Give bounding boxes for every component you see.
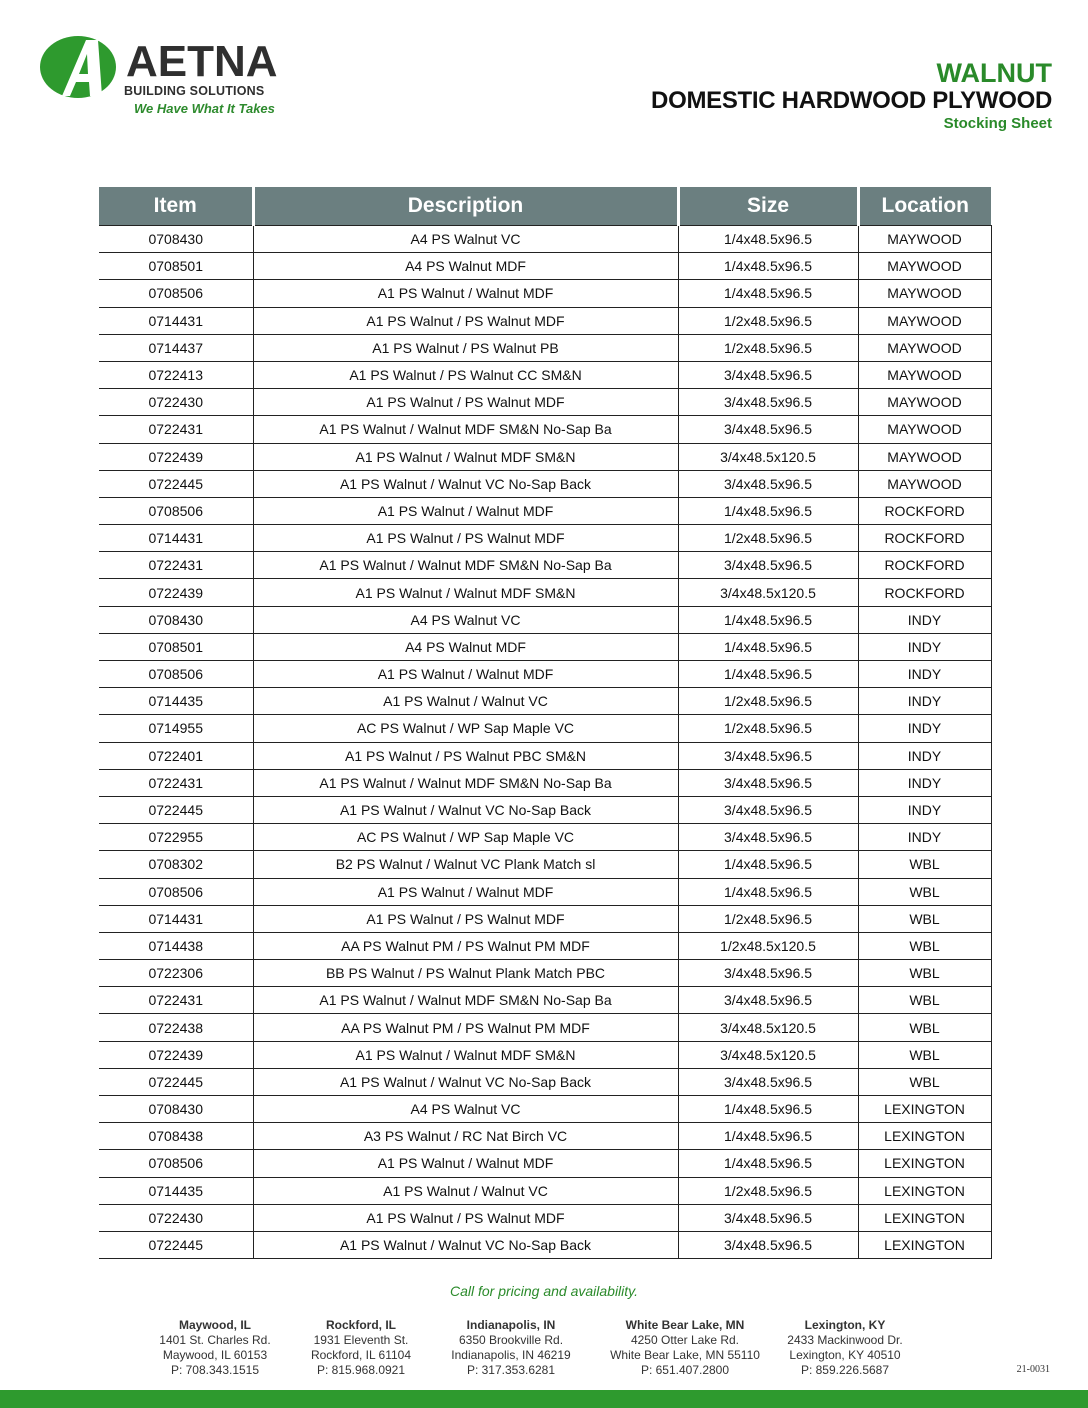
table-row — [99, 1041, 991, 1068]
cell-item: 0722438 — [99, 1014, 253, 1041]
table-row — [99, 987, 991, 1014]
cell-size: 1/2x48.5x96.5 — [678, 688, 858, 715]
cell-location: WBL — [858, 878, 991, 905]
table-row — [99, 497, 991, 524]
cell-item: 0714437 — [99, 334, 253, 361]
cell-location: ROCKFORD — [858, 497, 991, 524]
cell-size: 3/4x48.5x120.5 — [678, 1014, 858, 1041]
cell-description: A4 PS Walnut VC — [253, 606, 678, 633]
table-row — [99, 416, 991, 443]
cell-location: MAYWOOD — [858, 443, 991, 470]
location-name: Indianapolis, IN — [466, 1318, 556, 1332]
table-row — [99, 1204, 991, 1231]
cell-size: 1/4x48.5x96.5 — [678, 226, 858, 253]
cell-description: A1 PS Walnut / PS Walnut MDF — [253, 389, 678, 416]
cell-item: 0708501 — [99, 633, 253, 660]
cell-size: 1/4x48.5x96.5 — [678, 661, 858, 688]
cell-size: 3/4x48.5x96.5 — [678, 361, 858, 388]
company-logo — [40, 34, 290, 124]
table-row — [99, 1231, 991, 1258]
cell-location: ROCKFORD — [858, 552, 991, 579]
cell-size: 3/4x48.5x96.5 — [678, 960, 858, 987]
cell-description: A1 PS Walnut / Walnut MDF — [253, 878, 678, 905]
cell-description: AC PS Walnut / WP Sap Maple VC — [253, 715, 678, 742]
cell-item: 0722431 — [99, 416, 253, 443]
location-name: Maywood, IL — [179, 1318, 251, 1332]
cell-description: A1 PS Walnut / Walnut VC No-Sap Back — [253, 1231, 678, 1258]
cell-item: 0708506 — [99, 661, 253, 688]
cell-size: 3/4x48.5x96.5 — [678, 416, 858, 443]
cell-item: 0722439 — [99, 1041, 253, 1068]
cell-item: 0722439 — [99, 579, 253, 606]
table-row — [99, 525, 991, 552]
cell-size: 3/4x48.5x96.5 — [678, 1068, 858, 1095]
table-row — [99, 633, 991, 660]
table-row — [99, 824, 991, 851]
location-rockford — [290, 1318, 432, 1378]
document-number: 21-0031 — [1016, 1364, 1050, 1375]
brand-tagline: We Have What It Takes — [134, 101, 275, 116]
cell-location: MAYWOOD — [858, 280, 991, 307]
cell-size: 1/2x48.5x96.5 — [678, 1177, 858, 1204]
table-row — [99, 443, 991, 470]
cell-item: 0722430 — [99, 389, 253, 416]
cell-description: A1 PS Walnut / Walnut MDF — [253, 280, 678, 307]
cell-item: 0722431 — [99, 552, 253, 579]
cell-item: 0722413 — [99, 361, 253, 388]
cell-item: 0722445 — [99, 470, 253, 497]
location-street: 6350 Brookville Rd. — [458, 1333, 564, 1347]
location-lexington — [770, 1318, 920, 1378]
location-phone: P: 651.407.2800 — [640, 1363, 730, 1377]
cell-description: A1 PS Walnut / PS Walnut MDF — [253, 525, 678, 552]
cell-size: 3/4x48.5x120.5 — [678, 443, 858, 470]
footer-bar — [0, 1390, 1088, 1408]
cell-location: MAYWOOD — [858, 307, 991, 334]
cell-description: A1 PS Walnut / PS Walnut PB — [253, 334, 678, 361]
cell-item: 0714955 — [99, 715, 253, 742]
table-row — [99, 960, 991, 987]
location-city: Lexington, KY 40510 — [789, 1348, 901, 1362]
cell-item: 0708430 — [99, 606, 253, 633]
cell-location: MAYWOOD — [858, 389, 991, 416]
cell-item: 0722445 — [99, 1231, 253, 1258]
cell-location: LEXINGTON — [858, 1123, 991, 1150]
cell-size: 1/2x48.5x96.5 — [678, 905, 858, 932]
cell-location: ROCKFORD — [858, 525, 991, 552]
table-row — [99, 1068, 991, 1095]
table-header-row — [99, 187, 991, 226]
cell-size: 1/4x48.5x96.5 — [678, 606, 858, 633]
location-name: White Bear Lake, MN — [625, 1318, 745, 1332]
table-row — [99, 470, 991, 497]
cell-description: A1 PS Walnut / Walnut MDF SM&N — [253, 1041, 678, 1068]
header-description: Description — [253, 187, 678, 226]
table-row — [99, 361, 991, 388]
cell-location: LEXINGTON — [858, 1150, 991, 1177]
cell-size: 1/4x48.5x96.5 — [678, 253, 858, 280]
header-location: Location — [858, 187, 991, 226]
cell-location: ROCKFORD — [858, 579, 991, 606]
cell-location: LEXINGTON — [858, 1204, 991, 1231]
cell-location: MAYWOOD — [858, 470, 991, 497]
cell-item: 0722955 — [99, 824, 253, 851]
table-row — [99, 769, 991, 796]
cell-size: 1/4x48.5x96.5 — [678, 1096, 858, 1123]
table-row — [99, 688, 991, 715]
stock-table — [99, 187, 992, 1259]
cell-item: 0708501 — [99, 253, 253, 280]
table-row — [99, 878, 991, 905]
cell-location: INDY — [858, 633, 991, 660]
cell-location: INDY — [858, 661, 991, 688]
cell-description: A1 PS Walnut / Walnut VC No-Sap Back — [253, 470, 678, 497]
cell-item: 0714431 — [99, 307, 253, 334]
cell-location: INDY — [858, 606, 991, 633]
location-city: Rockford, IL 61104 — [310, 1348, 412, 1362]
location-phone: P: 815.968.0921 — [316, 1363, 406, 1377]
cell-description: A1 PS Walnut / PS Walnut MDF — [253, 1204, 678, 1231]
cell-size: 3/4x48.5x120.5 — [678, 579, 858, 606]
cell-location: INDY — [858, 688, 991, 715]
table-row — [99, 389, 991, 416]
table-row — [99, 253, 991, 280]
cell-description: A1 PS Walnut / Walnut MDF SM&N — [253, 443, 678, 470]
cell-size: 3/4x48.5x96.5 — [678, 987, 858, 1014]
cell-description: A1 PS Walnut / Walnut VC — [253, 1177, 678, 1204]
cell-location: MAYWOOD — [858, 253, 991, 280]
cell-size: 3/4x48.5x96.5 — [678, 1204, 858, 1231]
location-maywood — [140, 1318, 290, 1378]
cell-item: 0722306 — [99, 960, 253, 987]
cell-location: MAYWOOD — [858, 334, 991, 361]
cell-item: 0708302 — [99, 851, 253, 878]
cell-description: A1 PS Walnut / Walnut MDF — [253, 1150, 678, 1177]
cell-location: WBL — [858, 1014, 991, 1041]
cell-description: A1 PS Walnut / PS Walnut PBC SM&N — [253, 742, 678, 769]
cell-item: 0722445 — [99, 1068, 253, 1095]
cell-description: BB PS Walnut / PS Walnut Plank Match PBC — [253, 960, 678, 987]
table-row — [99, 905, 991, 932]
cell-description: A1 PS Walnut / PS Walnut MDF — [253, 307, 678, 334]
cell-description: A1 PS Walnut / Walnut VC — [253, 688, 678, 715]
cell-location: INDY — [858, 742, 991, 769]
cell-item: 0722439 — [99, 443, 253, 470]
location-indianapolis — [436, 1318, 586, 1378]
cell-size: 3/4x48.5x96.5 — [678, 769, 858, 796]
table-row — [99, 552, 991, 579]
cell-size: 3/4x48.5x96.5 — [678, 796, 858, 823]
location-city: White Bear Lake, MN 55110 — [610, 1348, 760, 1362]
cell-item: 0708430 — [99, 1096, 253, 1123]
cell-size: 1/4x48.5x96.5 — [678, 851, 858, 878]
cell-item: 0722431 — [99, 769, 253, 796]
table-row — [99, 1096, 991, 1123]
cell-description: A1 PS Walnut / PS Walnut CC SM&N — [253, 361, 678, 388]
location-name: Lexington, KY — [804, 1318, 886, 1332]
cell-location: MAYWOOD — [858, 361, 991, 388]
location-street: 2433 Mackinwood Dr. — [787, 1333, 903, 1347]
locations-footer — [140, 1318, 920, 1382]
cell-description: A1 PS Walnut / Walnut MDF SM&N No-Sap Ba — [253, 987, 678, 1014]
cell-description: A3 PS Walnut / RC Nat Birch VC — [253, 1123, 678, 1150]
species-title: WALNUT — [936, 58, 1052, 88]
cell-description: A1 PS Walnut / Walnut MDF SM&N — [253, 579, 678, 606]
table-row — [99, 307, 991, 334]
table-row — [99, 661, 991, 688]
location-phone: P: 708.343.1515 — [170, 1363, 260, 1377]
cell-description: A1 PS Walnut / PS Walnut MDF — [253, 905, 678, 932]
table-body — [99, 226, 991, 1259]
location-phone: P: 859.226.5687 — [800, 1363, 890, 1377]
cell-size: 1/2x48.5x120.5 — [678, 932, 858, 959]
cell-item: 0708506 — [99, 1150, 253, 1177]
cell-size: 1/4x48.5x96.5 — [678, 633, 858, 660]
cell-description: A4 PS Walnut VC — [253, 226, 678, 253]
cell-item: 0708506 — [99, 497, 253, 524]
table-row — [99, 1014, 991, 1041]
cell-location: INDY — [858, 769, 991, 796]
location-city: Indianapolis, IN 46219 — [451, 1348, 571, 1362]
cell-location: WBL — [858, 987, 991, 1014]
table-row — [99, 226, 991, 253]
cell-size: 1/2x48.5x96.5 — [678, 715, 858, 742]
cell-size: 3/4x48.5x96.5 — [678, 1231, 858, 1258]
table-row — [99, 280, 991, 307]
cell-description: A1 PS Walnut / Walnut MDF — [253, 497, 678, 524]
brand-name: AETNA — [126, 37, 278, 86]
table-row — [99, 1150, 991, 1177]
cell-description: A1 PS Walnut / Walnut VC No-Sap Back — [253, 796, 678, 823]
cell-size: 1/2x48.5x96.5 — [678, 307, 858, 334]
cell-item: 0708506 — [99, 280, 253, 307]
table-row — [99, 742, 991, 769]
cell-location: INDY — [858, 824, 991, 851]
cell-size: 3/4x48.5x96.5 — [678, 470, 858, 497]
cell-location: LEXINGTON — [858, 1231, 991, 1258]
cell-item: 0722431 — [99, 987, 253, 1014]
cell-size: 1/4x48.5x96.5 — [678, 280, 858, 307]
cell-item: 0722401 — [99, 742, 253, 769]
cell-location: WBL — [858, 932, 991, 959]
cell-size: 3/4x48.5x96.5 — [678, 824, 858, 851]
cell-size: 3/4x48.5x96.5 — [678, 389, 858, 416]
cell-description: A1 PS Walnut / Walnut MDF — [253, 661, 678, 688]
pricing-note: Call for pricing and availability. — [449, 1283, 639, 1299]
cell-location: WBL — [858, 851, 991, 878]
cell-item: 0722445 — [99, 796, 253, 823]
aetna-logo-icon — [40, 34, 126, 104]
location-street: 1401 St. Charles Rd. — [159, 1333, 271, 1347]
table-row — [99, 334, 991, 361]
sheet-title: Stocking Sheet — [943, 115, 1052, 132]
table-row — [99, 796, 991, 823]
cell-item: 0708506 — [99, 878, 253, 905]
cell-item: 0708438 — [99, 1123, 253, 1150]
cell-size: 1/4x48.5x96.5 — [678, 497, 858, 524]
product-title: DOMESTIC HARDWOOD PLYWOOD — [651, 87, 1052, 114]
cell-location: LEXINGTON — [858, 1096, 991, 1123]
cell-description: A1 PS Walnut / Walnut MDF SM&N No-Sap Ba — [253, 416, 678, 443]
title-block — [651, 58, 1052, 134]
cell-size: 1/4x48.5x96.5 — [678, 1123, 858, 1150]
cell-size: 1/2x48.5x96.5 — [678, 334, 858, 361]
cell-location: MAYWOOD — [858, 226, 991, 253]
header-item: Item — [99, 187, 253, 226]
location-white-bear-lake — [600, 1318, 770, 1378]
cell-description: A1 PS Walnut / Walnut MDF SM&N No-Sap Ba — [253, 552, 678, 579]
cell-item: 0714431 — [99, 525, 253, 552]
cell-description: A4 PS Walnut MDF — [253, 633, 678, 660]
cell-description: AA PS Walnut PM / PS Walnut PM MDF — [253, 1014, 678, 1041]
cell-item: 0714435 — [99, 688, 253, 715]
brand-subtitle: BUILDING SOLUTIONS — [124, 84, 265, 98]
cell-description: A1 PS Walnut / Walnut MDF SM&N No-Sap Ba — [253, 769, 678, 796]
cell-item: 0714438 — [99, 932, 253, 959]
cell-description: A4 PS Walnut VC — [253, 1096, 678, 1123]
cell-item: 0714435 — [99, 1177, 253, 1204]
cell-location: WBL — [858, 905, 991, 932]
cell-description: B2 PS Walnut / Walnut VC Plank Match sl — [253, 851, 678, 878]
location-street: 4250 Otter Lake Rd. — [630, 1333, 740, 1347]
cell-description: A1 PS Walnut / Walnut VC No-Sap Back — [253, 1068, 678, 1095]
table-row — [99, 851, 991, 878]
table-row — [99, 1123, 991, 1150]
table-row — [99, 579, 991, 606]
location-city: Maywood, IL 60153 — [162, 1348, 268, 1362]
cell-description: A4 PS Walnut MDF — [253, 253, 678, 280]
table-row — [99, 606, 991, 633]
cell-size: 3/4x48.5x120.5 — [678, 1041, 858, 1068]
cell-size: 3/4x48.5x96.5 — [678, 742, 858, 769]
cell-location: INDY — [858, 796, 991, 823]
cell-location: LEXINGTON — [858, 1177, 991, 1204]
cell-location: WBL — [858, 1041, 991, 1068]
cell-item: 0714431 — [99, 905, 253, 932]
location-name: Rockford, IL — [325, 1318, 396, 1332]
cell-location: WBL — [858, 960, 991, 987]
cell-description: AA PS Walnut PM / PS Walnut PM MDF — [253, 932, 678, 959]
location-street: 1931 Eleventh St. — [313, 1333, 409, 1347]
cell-location: INDY — [858, 715, 991, 742]
table-row — [99, 1177, 991, 1204]
cell-size: 1/4x48.5x96.5 — [678, 878, 858, 905]
cell-location: WBL — [858, 1068, 991, 1095]
cell-item: 0722430 — [99, 1204, 253, 1231]
cell-size: 3/4x48.5x96.5 — [678, 552, 858, 579]
table-row — [99, 932, 991, 959]
cell-size: 1/2x48.5x96.5 — [678, 525, 858, 552]
table-row — [99, 715, 991, 742]
location-phone: P: 317.353.6281 — [466, 1363, 556, 1377]
header-size: Size — [678, 187, 858, 226]
cell-description: AC PS Walnut / WP Sap Maple VC — [253, 824, 678, 851]
cell-location: MAYWOOD — [858, 416, 991, 443]
cell-size: 1/4x48.5x96.5 — [678, 1150, 858, 1177]
cell-item: 0708430 — [99, 226, 253, 253]
